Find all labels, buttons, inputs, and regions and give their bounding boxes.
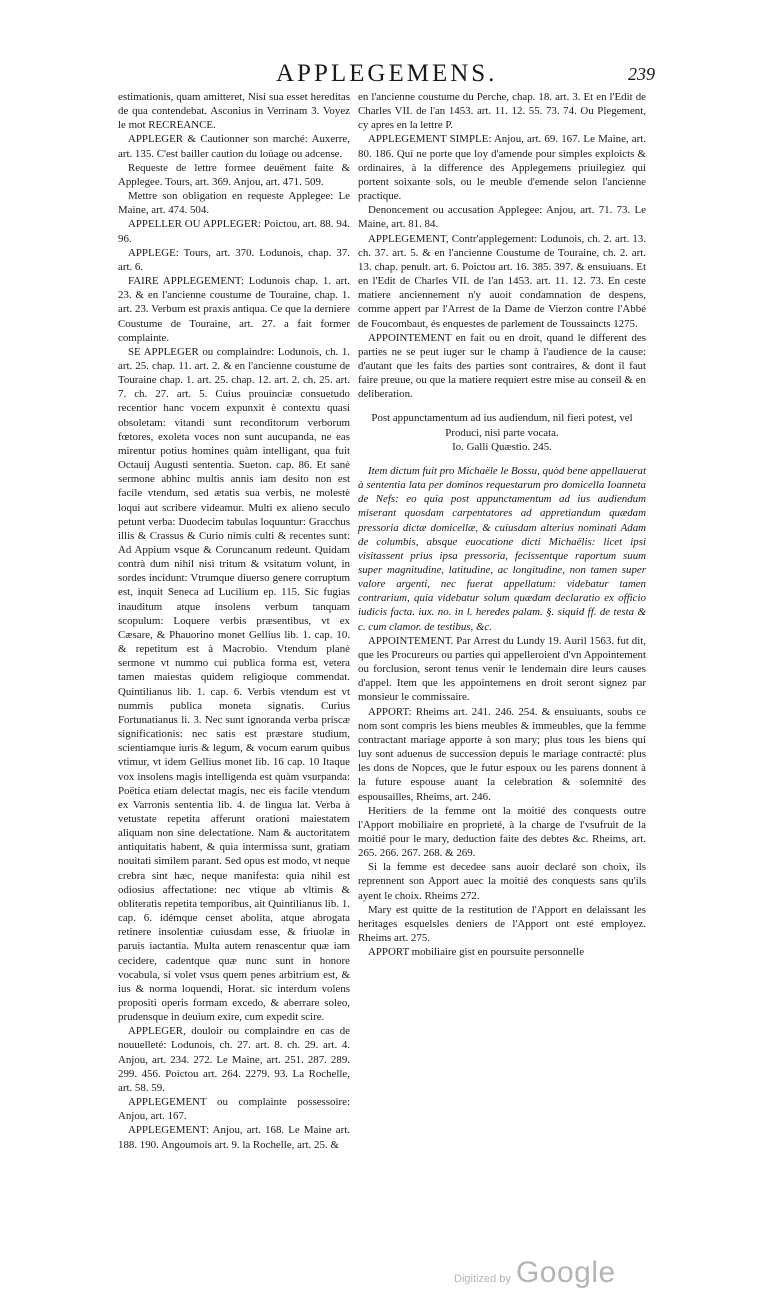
digitized-by-watermark: [454, 1256, 616, 1290]
left-paragraph-2: APPLEGER & Cautionner son marché: Auxerre, art. 135. C'est bailler caution du loüage ou adcense.: [118, 133, 350, 160]
left-column: [118, 90, 350, 1152]
right-paragraph-9: APPORT: Rheims art. 241. 246. 254. & ensuiuants, soubs ce nom sont compris les biens meubles & immeubles, que la femme contractant mariage apporte à son mary; plus tous les biens qui luy sont aduenus de succession depuis le mariage contracté: plus les dons de Nopces, que le futur espoux ou les parens donnent à la future espouse auant la celebration & solemnité des espousailles, Rheims, art. 246.: [358, 705, 646, 803]
right-paragraph-13: APPORT mobiliaire gist en poursuite personnelle: [368, 946, 585, 959]
left-paragraph-3: Requeste de lettre formee deuëment faite & Applegee. Tours, art. 369. Anjou, art. 471. 509.: [118, 161, 350, 188]
left-paragraph-11: APPLEGEMENT: Anjou, art. 168. Le Maine art. 188. 190. Angoumois art. 9. la Rochelle, art. 25. &: [118, 1124, 350, 1151]
right-paragraph-latin-case: Item dictum fuit pro Michaële le Bossu, quòd bene appellauerat à sententia lata per dominos requestarum pro domicella Ioanneta de Nefs: eo quia post appunctamentum ad ius audiendum miserant quosdam carpentatores ad appretiandum quædam pressoria dictæ domicellæ, & cuiusdam alterius nominati Adam de columbis, absque euocatione dicti Michaëlis: licet ipsi visitassent prius ipsa pressoria, fecissentque raportum suum super magnitudine, latitudine, ac longitudine, non tamen super valore argenti, nec fuerat appellatum: videbatur tamen contrarium, quia videbatur solum quædam declaratio ex officio iudicis facta. iux. no. in l. heredes palam. §. siquid ff. de testa & c. cum clamor. de testibus, &c.: [358, 464, 646, 633]
right-paragraph-5: APPOINTEMENT en fait ou en droit, quand le different des parties ne se peut iuger sur le champ à l'audience de la cause: d'autant que les faits des parties sont contraires, & dont il faut faire preuue, ou que la matiere requiert estre mise au conseil & en deliberation.: [358, 331, 646, 401]
page-number: 239: [628, 64, 655, 84]
right-paragraph-1: en l'ancienne coustume du Perche, chap. 18. art. 3. Et en l'Edit de Charles VII. de l'an 1453. art. 11. 12. 55. 73. 74. Ou Plegement, cy apres en la lettre P.: [358, 91, 646, 132]
google-logo: Google: [515, 1256, 616, 1289]
left-paragraph-8: SE APPLEGER ou complaindre: Lodunois, ch. 1. art. 25. chap. 11. art. 2. & en l'ancienne coustume de Touraine chap. 1. art. 25. chap. 12. art. 2. ch. 25. art. 7. ch. 27. art. 5. Cuius prouinciæ consuetudo recentior hanc vocem expunxit è contextu quasi obsoletam: vitandi sunt reconditorum verborum fœtores, exoleta voces non sunt aucupanda, ne eas mirentur potius homines quàm intelligant, qua fuit Octauij Augusti sententia. Sueton. cap. 86. Et sanè sermone abhinc multis annis iam desito non est facile vtendum, sed ætatis sua verbis, ne molestè loqui aut scribere videamur. Multi ex alieno seculo petunt verba: Duodecim tabulas loquuntur: Gracchus illis & Crassus & Curio nimis culti & recentes sunt: Ad Appium vsque & Coruncanum redeunt. Quidam contrà dum nihil nisi tritum & vsitatum volunt, in sordes incidunt: Vtrumque diuerso genere corruptum est, inquit Seneca ad Lucilium ep. 115. Sic fugias inauditum atque insolens verbum tanquam scopulum: Loquere verbis præsentibus, vt ex Cæsare, & Phauorino monet Gellius lib. 1. cap. 10. & repetitum est à Macrobio. Vtendum planè sermone vt nummo cui publica forma est, vetera tamen maiestas quidem religioque commendat. Quintilianus lib. 1. cap. 6. Verbis vtendum est vt nummis publica moneta signatis. Curius Fortunatianus li. 3. Nec sunt ignoranda verba priscæ significationis: nec satis est præstare studium, scientiamque iuris & legum, & vocum earum quibus vtimur, vt idem Gellius monet lib. 16 cap. 10 Itaque vox insolens magis intelligenda est quàm vsurpanda: Poëtica etiam delectat magis, nec eis facile vtendum ex Varronis sententia lib. 4. de lingua lat. Verba à vetustate repetita afferunt orationi maiestatem aliquam non sine delectatione. Nam & auctoritatem antiquitatis habent, & quia intermissa sunt, gratiam nouitati similem parant. Sed opus est modo, vt neque crebra sint hæc, neque manifesta: quia nihil est odiosius affectatione: nec vtique ab vltimis & obliteratis repetita temporibus, ait Quintilianus lib. 1. cap. 6. idémque censet abolita, atque abrogata retinere insolentiæ cuiusdam esse, & friuolæ in paruis iactantia. Multa autem renascentur quæ iam cecidere, cadentque quæ nunc sunt in honore vocabula, si volet vsus quem penes arbitrium est, & ius & norma loquendi, Horat. sic interdum volens propositi operis formam excedo, & aberrare soleo, prudensque in deuium exire, cum expedit scire.: [118, 345, 350, 1024]
latin-maxim: Post appunctamentum ad ius audiendum, nil fieri potest, vel Produci, nisi parte vocata.: [371, 412, 633, 439]
right-paragraph-4: APPLEGEMENT, Contr'applegement: Lodunois, ch. 2. art. 13. ch. 37. art. 5. & en l'ancienne Coustume de Touraine, ch. 2. art. 13. chap. penult. art. 6. Poictou art. 16. 385. 397. & ensuiuans. Et en l'Edit de Charles VII. de l'an 1453. art. 11. 12. 73. En ceste matiere anciennement n'y auoit condamnation de despens, comme appert par l'Arrest de la Dame de Vierzon contre l'Abbé de Foucombaut, és enquestes de parlement de Toussaincts 1275.: [358, 232, 646, 330]
right-paragraph-11: Si la femme est decedee sans auoir declaré son choix, ils reprennent son Apport auec la moitié des conquests sans qu'ils ayent le choix. Rheims 272.: [358, 861, 646, 902]
right-paragraph-2: APPLEGEMENT SIMPLE: Anjou, art. 69. 167. Le Maine, art. 80. 186. Qui ne porte que loy d'amende pour simples exploicts & ordinaires, à la difference des Applegemens priuilegiez qui portent soixante sols, ou le meuble d'emende selon l'ancienne practique.: [358, 133, 646, 203]
left-paragraph-1: estimationis, quam amitteret, Nisi sua esset hereditas de qua contendebat. Asconius in Verrinam 3. Voyez le mot RECREANCE.: [118, 91, 350, 132]
left-paragraph-6: APPLEGE: Tours, art. 370. Lodunois, chap. 37. art. 6.: [118, 246, 350, 273]
left-paragraph-9: APPLEGER, douloir ou complaindre en cas de nouuelleté: Lodunois, ch. 27. art. 8. ch. 29. art. 4. Anjou, art. 234. 272. Le Maine, art. 251. 287. 289. 299. 456. Poictou art. 264. 2279. 93. La Rochelle, art. 58. 59.: [118, 1025, 350, 1094]
right-paragraph-3: Denoncement ou accusation Applegee: Anjou, art. 71. 73. Le Maine, art. 81. 84.: [358, 204, 646, 231]
left-paragraph-7: FAIRE APPLEGEMENT: Lodunois chap. 1. art. 23. & en l'ancienne coustume de Touraine, chap. 1. art. 23. Verbum est praxis antiqua. Ce que la derniere Coustume de Touraine, art. 27. a fait former complainte.: [118, 275, 350, 344]
running-title: APPLEGEMENS.: [276, 60, 498, 87]
right-column: [358, 90, 646, 959]
page-header: [0, 60, 760, 90]
left-paragraph-10: APPLEGEMENT ou complainte possessoire: Anjou, art. 167.: [118, 1096, 350, 1123]
maxim-citation: Io. Galli Quæstio. 245.: [452, 440, 552, 453]
right-paragraph-12: Mary est quitte de la restitution de l'Apport en delaissant les heritages esquelsles deniers de l'Apport ont esté employez. Rheims art. 275.: [358, 903, 646, 945]
left-paragraph-5: APPELLER OU APPLEGER: Poictou, art. 88. 94. 96.: [118, 218, 350, 245]
right-paragraph-8: APPOINTEMENT. Par Arrest du Lundy 19. Auril 1563. fut dit, que les Procureurs ou parties qui appelleroient d'vn Appointement ou forclusion, seront tenus venir le lendemain dire leurs causes d'appel. Item que les appointemens en droit seront signez par monsieur le commissaire.: [358, 634, 646, 704]
watermark-prefix: Digitized by: [454, 1273, 511, 1285]
right-paragraph-10: Heritiers de la femme ont la moitié des conquests outre l'Apport mobiliaire en proprieté, à la charge de l'vsufruit de la moitié pour le mary, deduction faite des debtes &c. Rheims, art. 265. 266. 267. 268. & 269.: [358, 804, 646, 860]
left-paragraph-4: Mettre son obligation en requeste Applegee: Le Maine, art. 474. 504.: [118, 190, 350, 217]
